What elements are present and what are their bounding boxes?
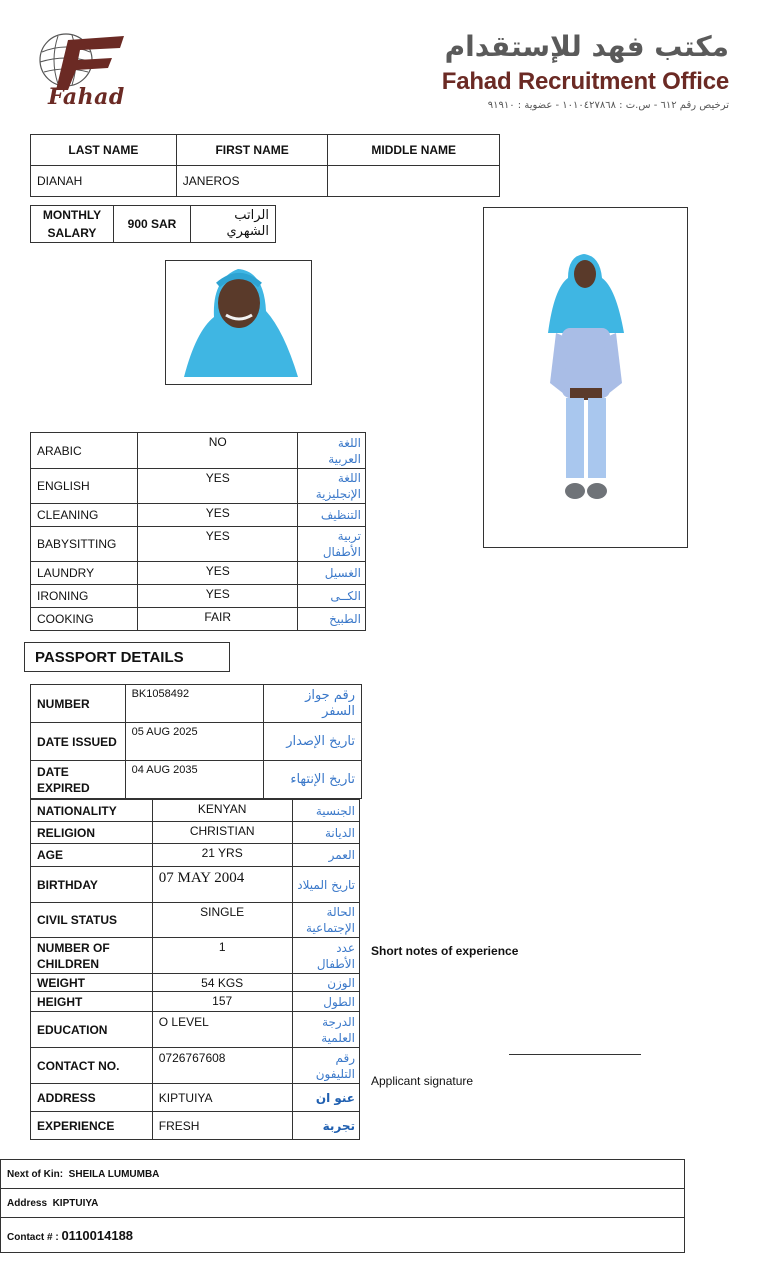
salary-table — [30, 205, 276, 243]
kin-contact-row — [1, 1218, 685, 1253]
salary-value: 900 SAR — [114, 206, 191, 243]
next-of-kin-table — [0, 1159, 685, 1253]
date-issued-label-arabic: تاريخ الإصدار — [263, 723, 361, 761]
detail-label-arabic: عنو ان — [292, 1084, 359, 1112]
office-name-arabic: مكتب فهد للإستقدام — [444, 30, 729, 63]
detail-value: KIPTUIYA — [152, 1084, 292, 1112]
detail-label-arabic: تاريخ الميلاد — [292, 867, 359, 903]
detail-label-arabic: عدد الأطفال — [292, 938, 359, 974]
detail-value: 21 YRS — [152, 844, 292, 867]
skill-value: YES — [138, 527, 298, 562]
personal-details-table — [30, 799, 360, 1140]
signature-line — [509, 1054, 641, 1055]
detail-label: HEIGHT — [31, 992, 153, 1012]
passport-number-label: NUMBER — [31, 685, 126, 723]
detail-label: CONTACT NO. — [31, 1048, 153, 1084]
next-of-kin-label: Next of Kin: — [7, 1168, 64, 1180]
passport-number-label-arabic: رقم جواز السفر — [263, 685, 361, 723]
skill-label-arabic: الغسيل — [298, 562, 366, 585]
kin-address-value: KIPTUIYA — [52, 1197, 99, 1209]
date-expired-label: DATE EXPIRED — [31, 761, 126, 799]
detail-label-arabic: الديانة — [292, 822, 359, 844]
detail-value: CHRISTIAN — [152, 822, 292, 844]
detail-label: EXPERIENCE — [31, 1112, 153, 1140]
date-issued-label: DATE ISSUED — [31, 723, 126, 761]
skill-label-arabic: تربية الأطفال — [298, 527, 366, 562]
skill-value: YES — [138, 469, 298, 504]
middle-name-value — [328, 166, 500, 197]
detail-value: 1 — [152, 938, 292, 974]
skill-value: YES — [138, 585, 298, 608]
detail-value: 0726767608 — [152, 1048, 292, 1084]
kin-contact-value: 0110014188 — [61, 1227, 134, 1243]
skill-label-arabic: اللغة الإنجليزية — [298, 469, 366, 504]
detail-value: 54 KGS — [152, 974, 292, 992]
skill-label-arabic: اللغة العربية — [298, 433, 366, 469]
birthday-value: 07 MAY 2004 — [152, 867, 292, 903]
face-photo — [165, 260, 312, 385]
detail-value: SINGLE — [152, 903, 292, 938]
next-of-kin-value: SHEILA LUMUMBA — [68, 1168, 160, 1180]
detail-label-arabic: الوزن — [292, 974, 359, 992]
name-table — [30, 134, 500, 197]
skill-label-arabic: الطبيخ — [298, 608, 366, 631]
salary-label: MONTHLY SALARY — [31, 206, 114, 243]
detail-label: NUMBER OF CHILDREN — [31, 938, 153, 974]
last-name-value: DIANAH — [31, 166, 177, 197]
middle-name-header: MIDDLE NAME — [328, 135, 500, 166]
skill-value: YES — [138, 562, 298, 585]
detail-label-arabic: الطول — [292, 992, 359, 1012]
detail-label-arabic: رقم التليفون — [292, 1048, 359, 1084]
date-expired-label-arabic: تاريخ الإنتهاء — [263, 761, 361, 799]
detail-label: BIRTHDAY — [31, 867, 153, 903]
skill-label-arabic: التنظيف — [298, 504, 366, 527]
detail-value: KENYAN — [152, 800, 292, 822]
skill-label: ENGLISH — [31, 469, 138, 504]
detail-value: 157 — [152, 992, 292, 1012]
full-body-photo — [483, 207, 688, 548]
detail-label: EDUCATION — [31, 1012, 153, 1048]
detail-label-arabic: الجنسية — [292, 800, 359, 822]
detail-label: AGE — [31, 844, 153, 867]
salary-label-arabic: الراتب الشهري — [191, 206, 276, 243]
passport-table — [30, 684, 362, 799]
skill-label: BABYSITTING — [31, 527, 138, 562]
passport-details-heading: PASSPORT DETAILS — [24, 642, 230, 672]
date-expired-value: 04 AUG 2035 — [125, 761, 263, 799]
detail-label-arabic: الدرجة العلمية — [292, 1012, 359, 1048]
next-of-kin-row — [1, 1160, 685, 1189]
license-line: ترخيص رقم ٦١٢ - س.ت : ١٠١٠٤٢٧٨٦٨ - عضوية : ٩١٩١٠ — [487, 100, 729, 111]
detail-label: CIVIL STATUS — [31, 903, 153, 938]
skill-label: ARABIC — [31, 433, 138, 469]
skills-table — [30, 432, 366, 631]
skill-label: LAUNDRY — [31, 562, 138, 585]
detail-label: RELIGION — [31, 822, 153, 844]
skill-value: FAIR — [138, 608, 298, 631]
logo-wordmark: Fahad — [48, 84, 125, 110]
first-name-value: JANEROS — [176, 166, 328, 197]
detail-label: WEIGHT — [31, 974, 153, 992]
detail-label-arabic: العمر — [292, 844, 359, 867]
detail-label: ADDRESS — [31, 1084, 153, 1112]
skill-label: IRONING — [31, 585, 138, 608]
kin-address-label: Address — [7, 1197, 48, 1209]
skill-value: NO — [138, 433, 298, 469]
detail-label-arabic: الحالة الإجتماعية — [292, 903, 359, 938]
date-issued-value: 05 AUG 2025 — [125, 723, 263, 761]
detail-label-arabic: تجربة — [292, 1112, 359, 1140]
detail-value: O LEVEL — [152, 1012, 292, 1048]
skill-label-arabic: الكــى — [298, 585, 366, 608]
office-name-english: Fahad Recruitment Office — [441, 68, 729, 95]
skill-label: CLEANING — [31, 504, 138, 527]
kin-address-row — [1, 1189, 685, 1218]
last-name-header: LAST NAME — [31, 135, 177, 166]
first-name-header: FIRST NAME — [176, 135, 328, 166]
signature-label: Applicant signature — [371, 1074, 474, 1088]
detail-value: FRESH — [152, 1112, 292, 1140]
detail-label: NATIONALITY — [31, 800, 153, 822]
experience-notes-label: Short notes of experience — [371, 944, 519, 958]
skill-label: COOKING — [31, 608, 138, 631]
kin-contact-label: Contact # : — [7, 1231, 59, 1243]
passport-number-value: BK1058492 — [125, 685, 263, 723]
skill-value: YES — [138, 504, 298, 527]
